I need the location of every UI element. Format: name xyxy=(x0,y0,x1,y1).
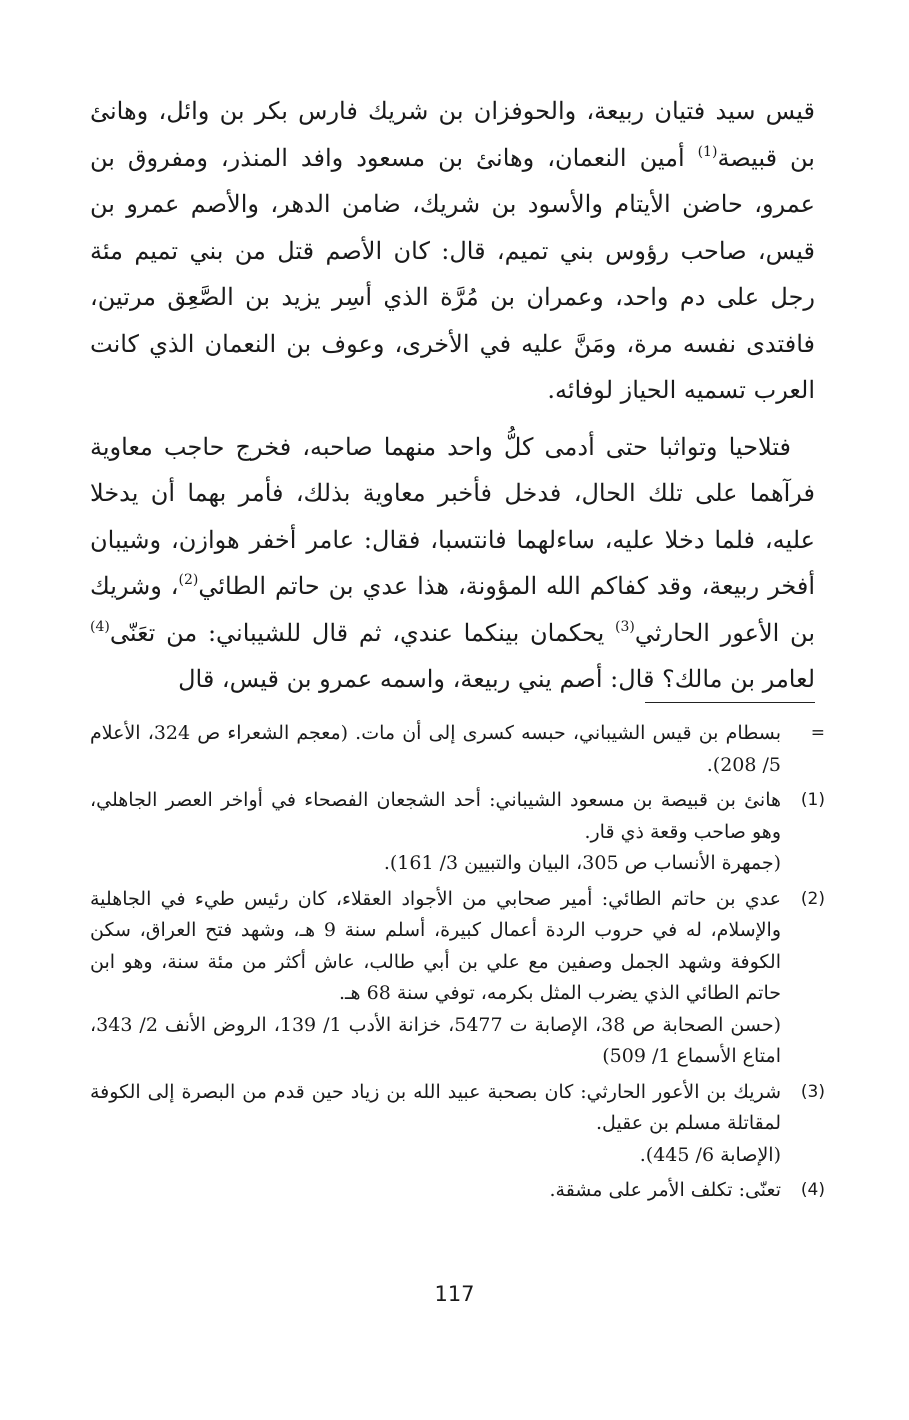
footnote-source: (جمهرة الأنساب ص 305، البيان والتبيين 3/ 161). xyxy=(383,852,781,874)
footnote-ref-4[interactable]: (4) xyxy=(90,618,110,635)
footnote-1 xyxy=(90,785,825,880)
paragraph-1-text-a: قيس سيد فتيان ربيعة، والحوفزان بن شريك فارس بكر بن وائل، وهانئ بن قبيصة xyxy=(90,97,815,172)
footnote-text: بسطام بن قيس الشيباني، حبسه كسرى إلى أن مات. (معجم الشعراء ص 324، الأعلام 5/ 208). xyxy=(90,722,781,776)
paragraph-2 xyxy=(90,424,815,703)
footnote-text: تعنّى: تكلف الأمر على مشقة. xyxy=(549,1179,781,1201)
footnote-ref-2[interactable]: (2) xyxy=(178,572,199,588)
paragraph-2-text-c: يحكمان بينكما عندي، ثم قال للشيباني: من تعَنّى xyxy=(109,618,615,647)
footnote-3 xyxy=(90,1077,825,1172)
page-number: 117 xyxy=(434,1282,475,1306)
paragraph-1-text-b: أمين النعمان، وهانئ بن مسعود وافد المنذر، ومفروق بن عمرو، حاضن الأيتام والأسود بن شريك، ضامن الدهر، والأصم عمرو بن قيس، صاحب رؤوس بني تميم، قال: كان الأصم قتل من بني تميم مئة رجل على دم واحد، وعمران بن مُرَّة الذي أسِر يزيد بن الصَّعِق مرتين، فافتدى نفسه مرة، ومَنَّ عليه في الأخرى، وعوف بن النعمان الذي كانت العرب تسميه الحياز لوفائه. xyxy=(90,143,815,404)
footnote-text: شريك بن الأعور الحارثي: كان بصحبة عبيد الله بن زياد حين قدم من البصرة إلى الكوفة لمقاتلة مسلم بن عقيل. xyxy=(90,1080,781,1134)
footnote-source: (حسن الصحابة ص 38، الإصابة ت 5477، خزانة الأدب 1/ 139، الروض الأنف 2/ 343، امتاع الأسماع 1/ 509) xyxy=(90,1013,781,1067)
footnote-marker: (1) xyxy=(800,790,825,810)
footnote-divider xyxy=(645,702,815,703)
footnote-2 xyxy=(90,884,825,1073)
footnote-marker: (4) xyxy=(800,1180,825,1200)
footnote-ref-1[interactable]: (1) xyxy=(697,143,718,160)
footnote-text: عدي بن حاتم الطائي: أمير صحابي من الأجواد العقلاء، كان رئيس طيء في الجاهلية والإسلام، له في حروب الردة أعمال كبيرة، أسلم سنة 9 هـ، وشهد فتح العراق، سكن الكوفة وشهد الجمل وصفين مع علي بن أبي طالب، عاش أكثر من مئة سنة، وهو ابن حاتم الطائي الذي يضرب المثل بكرمه، توفي سنة 68 هـ. xyxy=(90,887,781,1004)
paragraph-2-text-a: فتلاحيا وتواثبا حتى أدمى كلُّ واحد منهما صاحبه، فخرج حاجب معاوية فرآهما على تلك الحال، فدخل فأخبر معاوية بذلك، فأمر بهما أن يدخلا عليه، فلما دخلا عليه، ساءلهما فانتسبا، فقال: عامر أخفر هوازن، وشيبان أفخر ربيعة، وقد كفاكم الله المؤونة، هذا عدي بن حاتم الطائي xyxy=(90,432,815,600)
footnote-marker: (3) xyxy=(800,1081,825,1102)
paragraph-2-text-d: لعامر بن مالك؟ قال: أصم يني ربيعة، واسمه عمرو بن قيس، قال xyxy=(178,665,815,693)
footnotes xyxy=(90,718,825,1211)
paragraph-2-text-b: ، وشريك بن الأعور الحارثي xyxy=(90,572,815,647)
paragraph-1 xyxy=(90,88,815,414)
footnote-continuation xyxy=(90,718,825,781)
footnote-text: هانئ بن قبيصة بن مسعود الشيباني: أحد الشجعان الفصحاء في أواخر العصر الجاهلي، وهو صاحب وقعة ذي قار. xyxy=(90,789,781,843)
footnote-source: (الإصابة 6/ 445). xyxy=(639,1143,781,1166)
footnote-marker: = xyxy=(810,723,825,743)
footnote-4 xyxy=(90,1175,825,1207)
footnote-marker: (2) xyxy=(800,888,825,909)
footnote-ref-3[interactable]: (3) xyxy=(615,618,635,635)
main-text xyxy=(90,88,815,703)
